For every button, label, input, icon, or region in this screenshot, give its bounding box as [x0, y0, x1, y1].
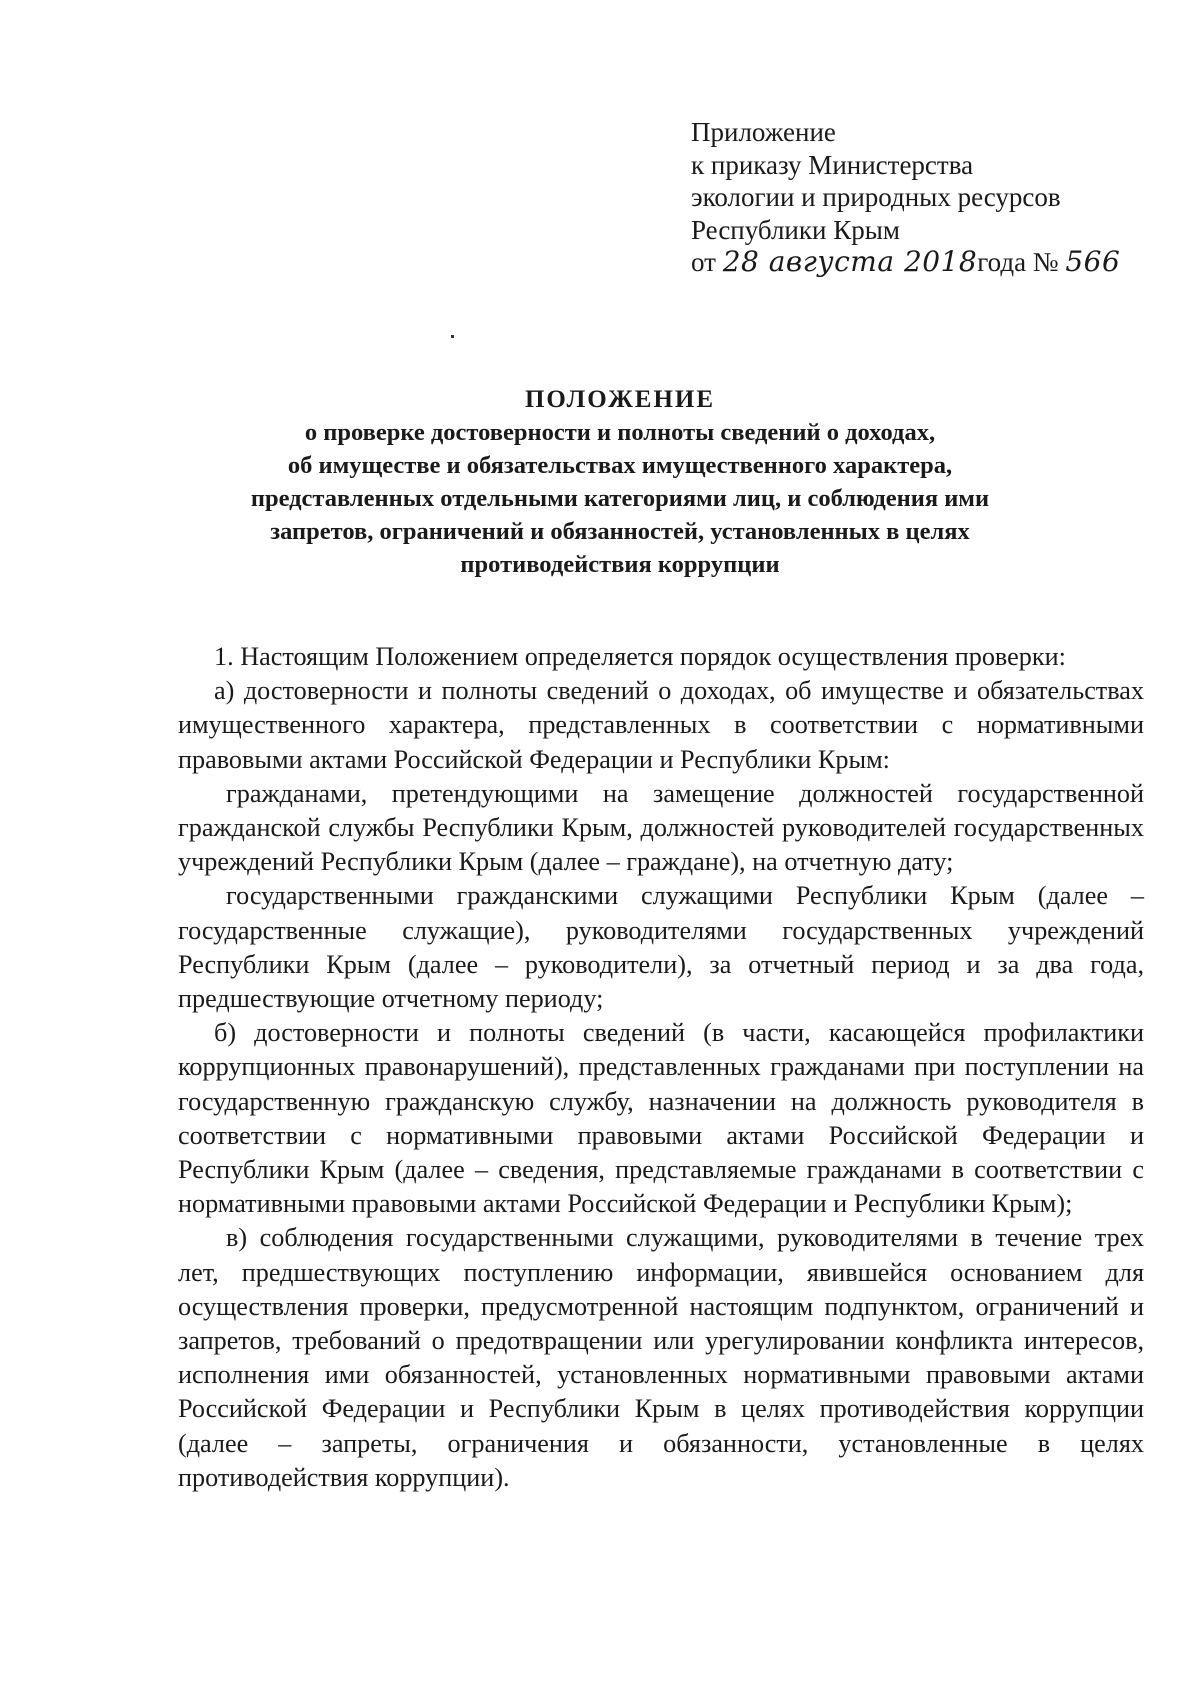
subtitle-line: представленных отдельными категориями лиц, и соблюдения ими	[250, 485, 990, 512]
subtitle-line: противодействия коррупции	[460, 551, 780, 578]
paragraph-citizens: гражданами, претендующими на замещение должностей государственной гражданской службы Республики Крым, должностей руководителей государственных учреждений Республики Крым (далее – граждане), на отчетную дату;	[178, 778, 1144, 877]
subtitle-line: запретов, ограничений и обязанностей, установленных в целях	[270, 518, 970, 545]
scan-speck	[451, 335, 454, 338]
appendix-block	[691, 116, 1121, 279]
year-number-label: года №	[977, 247, 1059, 277]
paragraph-civil-servants: государственными гражданскими служащими Республики Крым (далее – государственные служащие), руководителями государственных учреждений Республики Крым (далее – руководители), за отчетный период и за два года, предшествующие отчетному периоду;	[178, 881, 1144, 1014]
appendix-order-line	[691, 245, 1121, 279]
from-prefix: от	[691, 247, 716, 277]
paragraph-v: в) соблюдения государственными служащими, руководителями в течение трех лет, предшествующих поступлению информации, явившейся основанием для осуществления проверки, предусмотренной настоящим подпунктом, ограничений и запретов, требований о предотвращении или урегулировании конфликта интересов, исполнения ими обязанностей, установленных нормативными правовыми актами Российской Федерации и Республики Крым в целях противодействия коррупции (далее – запреты, ограничения и обязанности, установленные в целях противодействия коррупции).	[178, 1223, 1144, 1492]
document-title: ПОЛОЖЕНИЕ	[524, 386, 716, 413]
handwritten-number: 566	[1065, 245, 1121, 278]
document-heading	[200, 383, 1040, 581]
appendix-line-2: к приказу Министерства	[691, 149, 974, 180]
appendix-line-4: Республики Крым	[691, 214, 900, 245]
handwritten-date: 28 августа 2018	[722, 245, 978, 278]
subtitle-line: об имуществе и обязательствах имущественного характера,	[287, 452, 953, 479]
subtitle-line: о проверке достоверности и полноты сведений о доходах,	[304, 419, 936, 446]
paragraph-a: а) достоверности и полноты сведений о доходах, об имуществе и обязательствах имущественного характера, представленных в соответствии с нормативными правовыми актами Российской Федерации и Республики Крым:	[178, 676, 1144, 774]
paragraph-1: 1. Настоящим Положением определяется порядок осуществления проверки:	[214, 642, 1066, 671]
paragraph-b: б) достоверности и полноты сведений (в части, касающейся профилактики коррупционных правонарушений), представленных гражданами при поступлении на государственную гражданскую службу, назначении на должность руководителя в соответствии с нормативными правовыми актами Российской Федерации и Республики Крым (далее – сведения, представляемые гражданами в соответствии с нормативными правовыми актами Российской Федерации и Республики Крым);	[178, 1018, 1144, 1219]
appendix-line-1: Приложение	[691, 117, 836, 147]
document-body	[178, 640, 1144, 1495]
appendix-line-3: экологии и природных ресурсов	[691, 182, 1061, 212]
